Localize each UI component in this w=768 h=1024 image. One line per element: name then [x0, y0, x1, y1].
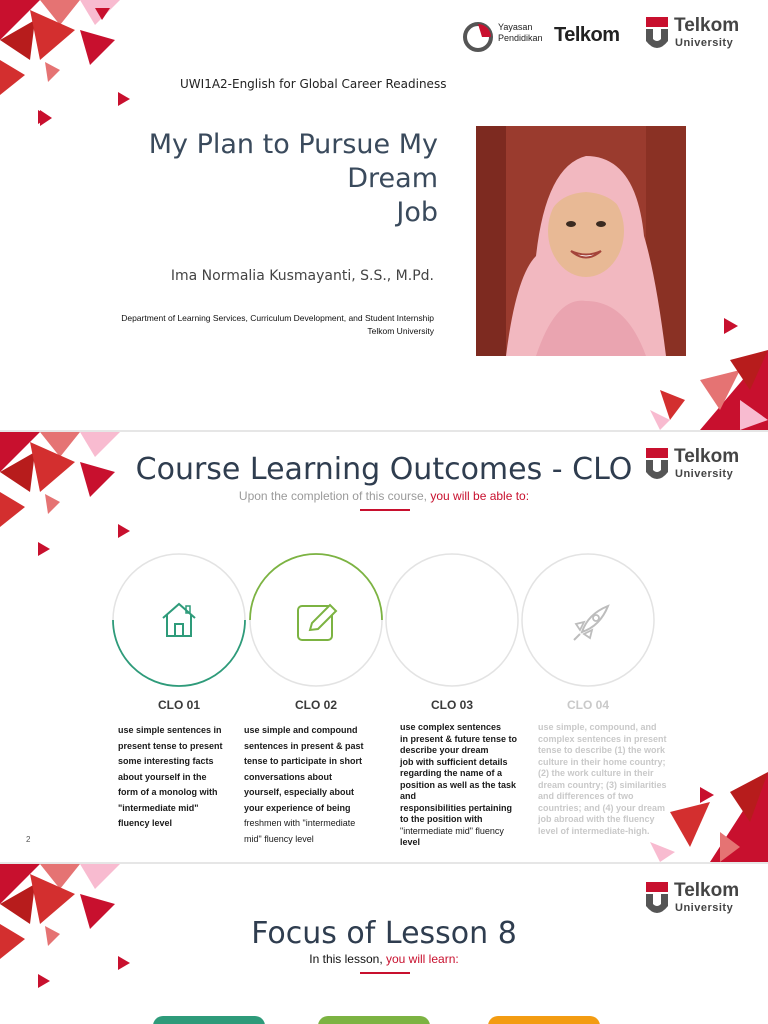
- logo-pendidikan-text: Pendidikan: [498, 33, 543, 43]
- small-triangle-decoration: [36, 108, 56, 128]
- clo-03-line: use complex sentences: [400, 722, 502, 732]
- clo-03-line: and: [400, 791, 417, 801]
- clo-01-line: use simple sentences in: [118, 725, 222, 735]
- author-name: Ima Normalia Kusmayanti, S.S., M.Pd.: [170, 268, 434, 284]
- clo-03-line: regarding the name of a: [400, 768, 503, 778]
- clo-01-line: present tense to present: [118, 740, 223, 751]
- focus-title: Focus of Lesson 8: [251, 916, 517, 951]
- title-slide: [0, 0, 768, 430]
- logo-telkom-text: Telkom: [674, 880, 740, 901]
- clo-02-line: freshmen with "intermediate: [244, 818, 356, 828]
- clo-04-line: and differences of two: [538, 791, 634, 801]
- title-underline: [360, 509, 410, 511]
- focus-subtitle: [120, 952, 648, 966]
- clo-02-line: yourself, especially about: [244, 787, 355, 797]
- clo-02-line: sentences in present & past: [244, 740, 364, 751]
- clo-02-line: mid" fluency level: [244, 833, 314, 844]
- telkom-university-logo: [644, 17, 748, 53]
- logo-university-text: University: [675, 37, 734, 49]
- clo-title: Course Learning Outcomes - CLO: [135, 452, 633, 487]
- clo-subtitle-grey: Upon the completion of this course,: [238, 489, 431, 503]
- clo-subtitle: [120, 489, 648, 503]
- course-name: UWI1A2-English for Global Career Readiness: [180, 77, 447, 91]
- clo-03-line: position as well as the task: [400, 779, 517, 790]
- clo-01-line: form of a monolog with: [118, 787, 218, 797]
- telkom-emblem-icon: [644, 448, 670, 482]
- clo-03-circle: [384, 552, 520, 688]
- clo-02-line: conversations about: [244, 771, 333, 782]
- title-underline: [360, 972, 410, 974]
- clo-03-label: CLO 03: [430, 698, 473, 712]
- focus-slide: [0, 864, 768, 1024]
- clo-01-label: CLO 01: [157, 698, 200, 712]
- telkom-university-logo: [644, 448, 748, 484]
- telkom-emblem-icon: [644, 882, 670, 916]
- yayasan-pendidikan-telkom-logo: [462, 18, 630, 54]
- corner-triangles-decoration: [640, 752, 768, 862]
- clo-01-line: "intermediate mid": [118, 802, 199, 813]
- clo-04-label: CLO 04: [566, 698, 609, 712]
- logo-telkom-text: Telkom: [674, 15, 740, 36]
- corner-triangles-decoration: [0, 0, 140, 140]
- clo-04-line: tense to describe (1) the work: [538, 745, 666, 755]
- clo-01-line: some interesting facts: [118, 756, 214, 766]
- clo-04-line: use simple, compound, and: [538, 722, 657, 732]
- clo-03-line: responsibilities pertaining: [400, 802, 513, 813]
- clo-04-line: complex sentences in present: [538, 733, 667, 744]
- presentation-title: [60, 128, 438, 230]
- clo-04-line: (2) the work culture in their: [538, 768, 654, 778]
- clo-04-line: level of intermediate-high.: [538, 825, 650, 836]
- clo-03-line: level: [400, 837, 421, 847]
- department-info: [80, 312, 434, 338]
- clo-04-line: culture in their home country;: [538, 756, 666, 767]
- page-number: 2: [26, 835, 31, 844]
- focus-subtitle-black: In this lesson,: [309, 952, 386, 966]
- clo-02-label: CLO 02: [294, 698, 337, 712]
- clo-03-line: to the position with: [400, 814, 483, 824]
- university-line: Telkom University: [367, 326, 434, 336]
- corner-triangles-decoration: [0, 864, 140, 1004]
- clo-slide: [0, 432, 768, 862]
- clo-03-line: job with sufficient details: [400, 756, 508, 767]
- telkom-emblem-icon: [644, 17, 670, 51]
- small-triangle-decoration: [116, 90, 136, 110]
- logo-brand-text: Telkom: [554, 24, 620, 46]
- edit-icon: [296, 600, 340, 644]
- clo-03-line: in present & future tense to: [400, 733, 518, 744]
- clo-subtitle-red: you will be able to:: [430, 489, 530, 503]
- small-triangle-decoration: [36, 540, 56, 560]
- clo-03-description: [400, 722, 530, 849]
- clo-03-line: describe your dream: [400, 745, 489, 755]
- logo-telkom-text: Telkom: [674, 446, 740, 467]
- clo-04-line: dream country; (3) similarities: [538, 779, 667, 790]
- focus-subtitle-red: you will learn:: [386, 952, 459, 966]
- clo-01-description: [118, 723, 244, 832]
- logo-university-text: University: [675, 468, 734, 480]
- clo-02-line: use simple and compound: [244, 725, 358, 735]
- clo-04-line: job abroad with the fluency: [538, 814, 655, 824]
- corner-triangles-decoration: [640, 310, 768, 430]
- title-line-1: My Plan to Pursue My Dream: [148, 129, 438, 194]
- clo-01-line: about yourself in the: [118, 771, 207, 782]
- corner-triangles-decoration: [0, 432, 140, 572]
- small-triangle-decoration: [36, 972, 56, 992]
- lesson-pill-1: [153, 1016, 265, 1024]
- clo-03-line: "intermediate mid" fluency: [400, 825, 504, 836]
- title-line-2: Job: [396, 197, 438, 228]
- clo-02-description: [244, 723, 384, 847]
- rocket-icon: [570, 602, 612, 644]
- clo-04-line: countries; and (4) your dream: [538, 802, 666, 813]
- house-icon: [159, 600, 199, 640]
- lesson-pill-2: [318, 1016, 430, 1024]
- small-triangle-decoration: [116, 522, 136, 542]
- department-line: Department of Learning Services, Curriculum Development, and Student Internship: [121, 313, 434, 323]
- logo-university-text: University: [675, 902, 734, 914]
- clo-01-line: fluency level: [118, 818, 173, 828]
- clo-02-line: tense to participate in short: [244, 756, 363, 766]
- telkom-university-logo: [644, 882, 748, 918]
- lesson-pill-3: [488, 1016, 600, 1024]
- ypt-emblem-icon: [462, 20, 496, 54]
- logo-yayasan-text: Yayasan: [498, 22, 533, 32]
- clo-02-line: your experience of being: [244, 802, 351, 813]
